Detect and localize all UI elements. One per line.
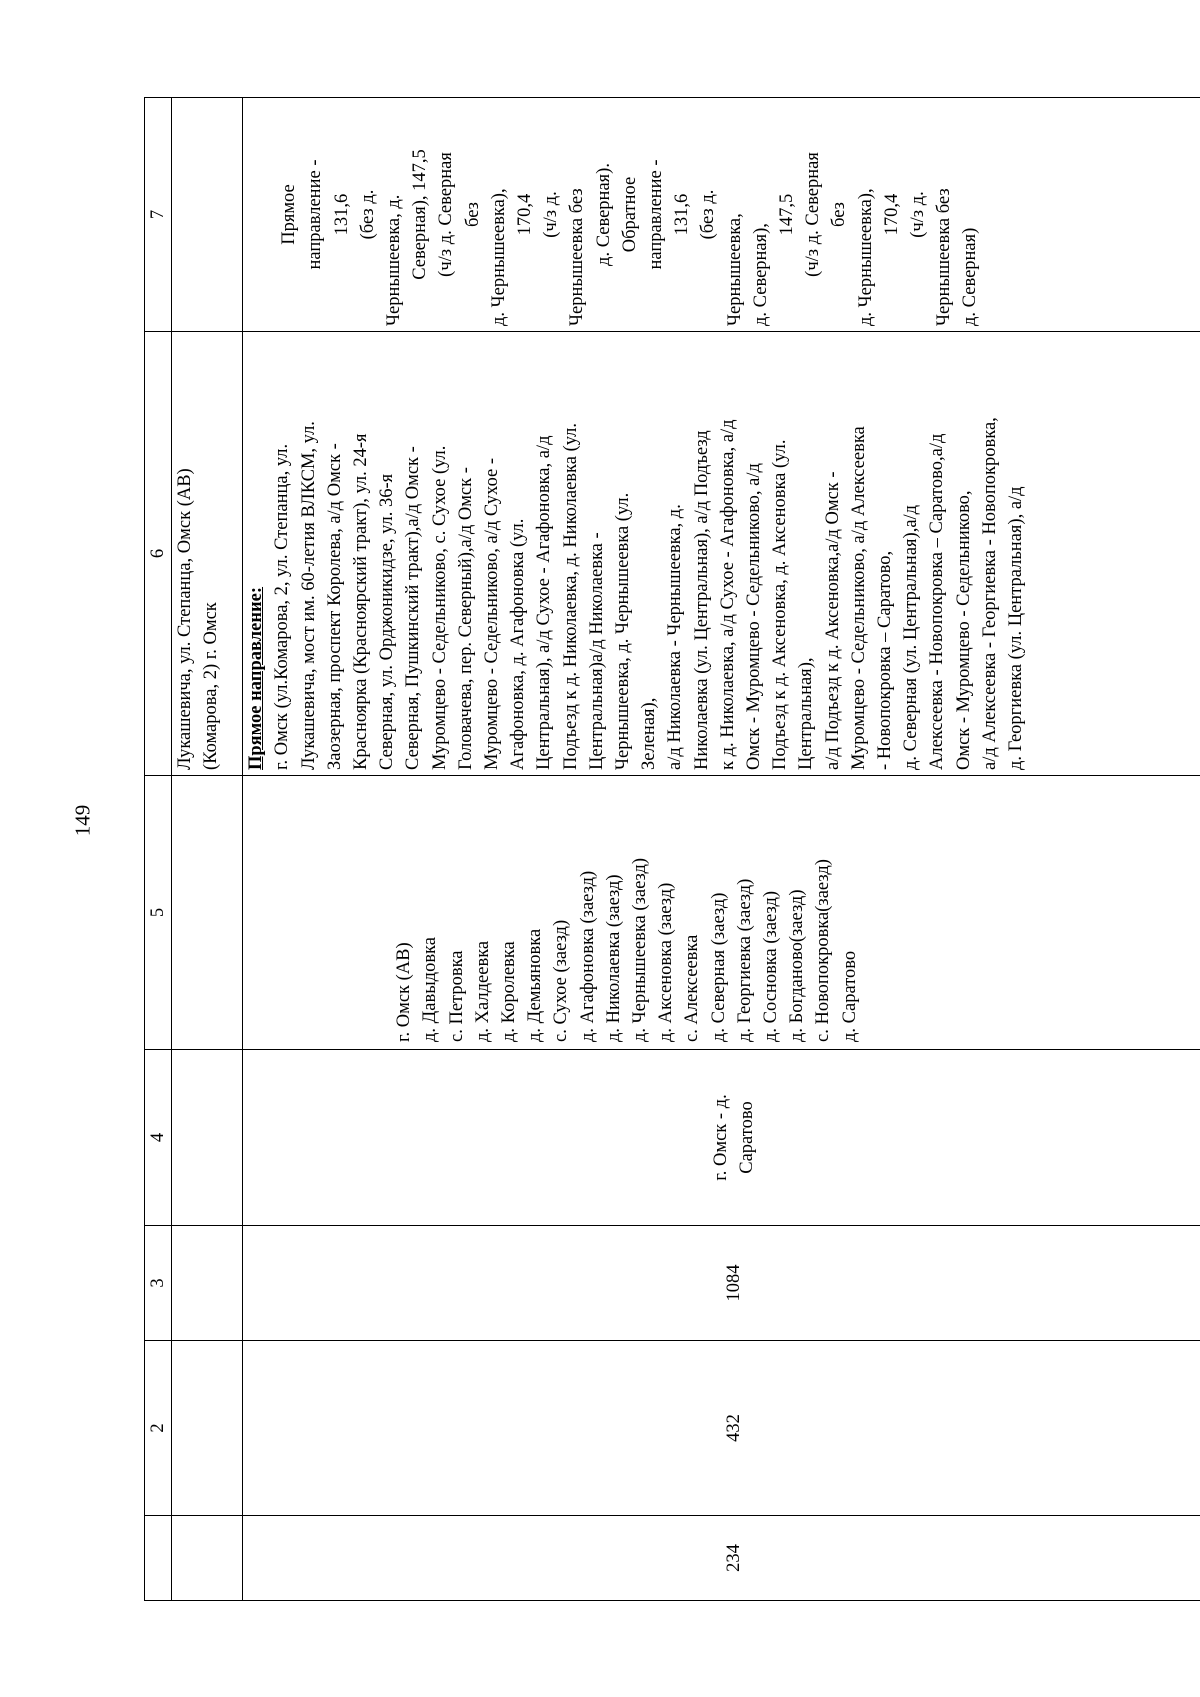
row-number: 234 (243, 1516, 1200, 1601)
route-line: Центральная), а/д Сухое - Агафоновка, а/д (534, 435, 555, 770)
route-line: Чернышеевка, д. Чернышеевка (ул. (613, 492, 634, 770)
distance-line: д. Северная), (750, 223, 771, 326)
stop-item: с. Петровка (446, 950, 467, 1042)
route-line: Николаевка (ул. Центральная), а/д Подъезд (691, 430, 712, 770)
distance-line: 131,6 (672, 193, 693, 236)
distance-line: д. Чернышеевка), (855, 188, 876, 326)
distance-line: без (462, 202, 483, 227)
stop-item: д. Северная (заезд) (708, 892, 729, 1042)
distance-line: Чернышеевка, д. (384, 194, 405, 326)
stop-item: д. Чернышеевка (заезд) (630, 857, 651, 1042)
stop-item: д. Королевка (499, 941, 520, 1042)
route-line: Подъезд к д. Николаевка, д. Николаевка (ул. (560, 422, 581, 770)
route-line: Муромцево - Седельниково, с. Сухое (ул. (429, 445, 450, 770)
distance-line: без (829, 202, 850, 227)
route-line: Зеленая), (639, 697, 660, 770)
route-line: Центральная), (796, 657, 817, 770)
distance-line: Обратное (619, 176, 640, 253)
route-line: Лукашевича, мост им. 60-летия ВЛКСМ, ул. (298, 421, 319, 770)
route-line: Подъезд к д. Аксеновка, д. Аксеновка (ул. (770, 439, 791, 770)
route-line: а/д Подъезд к д. Аксеновка,а/д Омск - (822, 471, 843, 770)
route-line: а/д Алексеевка - Георгиевка - Новопокровка, (979, 417, 1000, 770)
route-line: Головачева, пер. Северный),а/д Омск - (455, 467, 476, 770)
stop-item: д. Богданово(заезд) (787, 889, 808, 1042)
route-line: Центральная)а/д Николаевка - (586, 532, 607, 770)
registry-number: 432 (243, 1341, 1200, 1516)
header-cell: 6 (145, 332, 172, 776)
distance-line: 170,4 (881, 193, 902, 236)
distance-line: направление - (305, 159, 326, 270)
distance-line: (ч/з д. (908, 191, 929, 238)
header-cell: 5 (145, 776, 172, 1050)
header-cell (145, 1516, 172, 1601)
stop-item: д. Аксеновка (заезд) (656, 882, 677, 1042)
table-row (243, 98, 1200, 1601)
stop-item: д. Георгиевка (заезд) (734, 878, 755, 1042)
header-row (145, 98, 172, 1601)
continued-row (172, 98, 243, 1601)
route-line: Омск - Муромцево - Седельниково, (953, 490, 974, 770)
stop-item: д. Халдеевка (472, 940, 493, 1042)
route-line: (Комарова, 2) г. Омск (201, 602, 222, 770)
stop-item: с. Новопокровка(заезд) (813, 859, 834, 1042)
stop-item: г. Омск (АВ) (394, 942, 415, 1042)
header-cell: 2 (145, 1341, 172, 1516)
header-cell: 3 (145, 1226, 172, 1341)
distance-line: Северная), 147,5 (410, 149, 431, 280)
distance-line: 147,5 (777, 193, 798, 236)
stop-item: д. Агафоновка (заезд) (577, 870, 598, 1042)
distance-cell (243, 98, 1200, 332)
distance-line: Чернышеевка без (934, 188, 955, 326)
stops-cell (243, 776, 1200, 1050)
route-line: Северная, Пушкинский тракт),а/д Омск - (403, 446, 424, 770)
route-line: Алексеевка - Новопокровка – Саратово,а/д (927, 433, 948, 770)
route-line: Северная, ул. Орджоникидзе, ул. 36-я (377, 473, 398, 770)
route-line: к д. Николаевка, а/д Сухое - Агафоновка, а/д (717, 419, 738, 770)
distance-line: (без д. (357, 189, 378, 240)
distance-line: д. Северная) (960, 227, 981, 326)
route-line: - Новопокровка – Саратово, (875, 550, 896, 770)
distance-line: Чернышеевка, (724, 213, 745, 326)
route-line: д. Северная (ул. Центральная),а/д (901, 504, 922, 770)
continued-route-cell (172, 332, 243, 776)
distance-line: Прямое (279, 184, 300, 245)
route-line: Красноярка (Красноярский тракт), ул. 24-я (351, 433, 372, 770)
distance-line: 170,4 (515, 193, 536, 236)
route-line: а/д Николаевка - Чернышеевка, д. (665, 504, 686, 770)
route-line: Муромцево - Седельниково, а/д Алексеевка (848, 426, 869, 770)
route-line: Лукашевича, ул. Степанца, Омск (АВ) (175, 468, 196, 770)
route-line: Агафоновка, д. Агафоновка (ул. (508, 518, 529, 770)
distance-line: направление - (646, 159, 667, 270)
header-cell: 4 (145, 1050, 172, 1226)
stop-item: с. Алексеевка (682, 934, 703, 1042)
distance-line: (без д. (698, 189, 719, 240)
route-path-cell (243, 332, 1200, 776)
distance-line: (ч/з д. Северная (436, 152, 457, 277)
distance-line: 131,6 (331, 193, 352, 236)
stop-item: д. Саратово (839, 950, 860, 1042)
route-line: Муромцево - Седельниково, а/д Сухое - (482, 457, 503, 770)
route-line: Заозерная, проспект Королева, а/д Омск - (324, 443, 345, 770)
stop-item: д. Николаевка (заезд) (603, 874, 624, 1042)
route-code: 1084 (243, 1226, 1200, 1341)
route-heading: Прямое направление: (246, 586, 267, 770)
distance-line: (ч/з д. Северная (803, 152, 824, 277)
stop-item: д. Сосновка (заезд) (761, 890, 782, 1042)
distance-line: Чернышеевка без (567, 188, 588, 326)
route-name: г. Омск - д. Саратово (243, 1050, 1200, 1226)
route-line: д. Георгиевка (ул. Центральная), а/д (1006, 486, 1027, 770)
page-number: 149 (70, 804, 95, 836)
route-line: Омск - Муромцево - Седельниково, а/д (744, 463, 765, 770)
route-line: г. Омск (ул.Комарова, 2, ул. Степанца, ул. (272, 443, 293, 770)
stop-item: с. Сухое (заезд) (551, 919, 572, 1042)
stop-item: д. Демьяновка (525, 928, 546, 1042)
distance-line: д. Северная). (593, 163, 614, 266)
distance-line: д. Чернышеевка), (488, 188, 509, 326)
header-cell: 7 (145, 98, 172, 332)
route-table (144, 97, 1200, 1601)
route-table-rotated (144, 98, 1077, 1601)
distance-line: (ч/з д. (541, 191, 562, 238)
stop-item: д. Давыдовка (420, 937, 441, 1042)
